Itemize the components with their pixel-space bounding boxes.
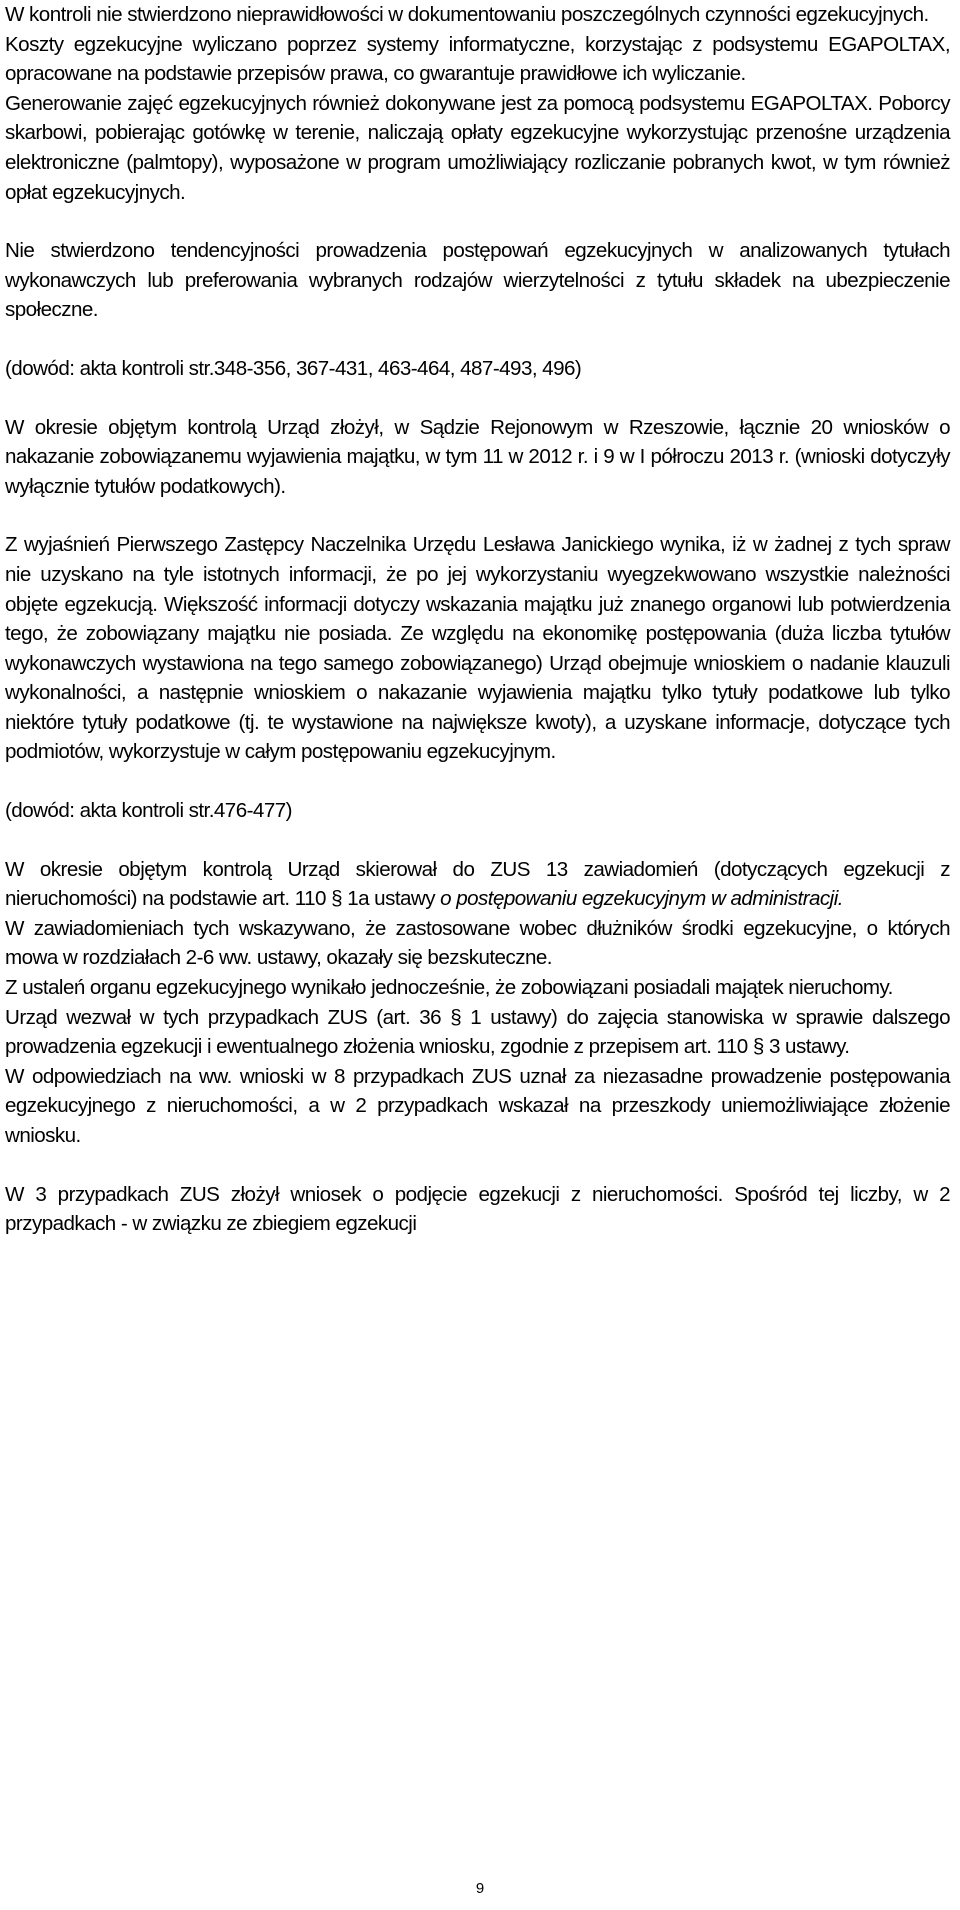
document-page bbox=[5, 0, 950, 1239]
paragraph-8: W zawiadomieniach tych wskazywano, że zastosowane wobec dłużników środki egzekucyjne, o których mowa w rozdziałach 2-6 ww. ustawy, okazały się bezskuteczne. bbox=[5, 916, 950, 970]
section-symbol: § bbox=[752, 1035, 764, 1059]
paragraph-6: Z wyjaśnień Pierwszego Zastępcy Naczelnika Urzędu Lesława Janickiego wynika, iż w żadnej z tych spraw nie uzyskano na tyle istotnych informacji, że po jej wykorzystaniu wyegzekwowano wszystkie należności objęte egzekucją. Większość informacji dotyczy wskazania majątku już znanego organowi lub potwierdzenia tego, że zobowiązany majątku nie posiada. Ze względu na ekonomikę postępowania (duża liczba tytułów wykonawczych wystawiona na tego samego zobowiązanego) Urząd obejmuje wnioskiem o nadanie klauzuli wykonalności, a następnie wnioskiem o nakazanie wyjawienia majątku tylko tytuły podatkowe lub tylko niektóre tytuły podatkowe (tj. te wystawione na największe kwoty), a uzyskane informacje, dotyczące tych podmiotów, wykorzystuje w całym postępowaniu egzekucyjnym. bbox=[5, 533, 950, 764]
paragraph-7-text-b: 1a ustawy bbox=[342, 887, 441, 911]
paragraph-11: W odpowiedziach na ww. wnioski w 8 przypadkach ZUS uznał za niezasadne prowadzenie postępowania egzekucyjnego z nieruchomości, a w 2 przypadkach wskazał na przeszkody uniemożliwiające złożenie wniosku. bbox=[5, 1064, 950, 1147]
paragraph-10-text-c: 3 ustawy. bbox=[763, 1035, 850, 1059]
page-number: 9 bbox=[475, 1880, 485, 1897]
paragraph-7-text-a: W okresie objętym kontrolą Urząd skierował do ZUS 13 zawiadomień (dotyczących egzekucji z nieruchomości) na podstawie art. 110 bbox=[5, 857, 950, 911]
paragraph-3: Generowanie zajęć egzekucyjnych również dokonywane jest za pomocą podsystemu EGAPOLTAX. Poborcy skarbowi, pobierając gotówkę w terenie, naliczają opłaty egzekucyjne wykorzystując przenośne urządzenia elektroniczne (palmtopy), wyposażone w program umożliwiający rozliczanie pobranych kwot, w tym również opłat egzekucyjnych. bbox=[5, 91, 950, 204]
evidence-reference-1: (dowód: akta kontroli str.348-356, 367-431, 463-464, 487-493, 496) bbox=[5, 356, 582, 380]
section-symbol: § bbox=[450, 1005, 462, 1029]
section-symbol: § bbox=[331, 887, 343, 911]
paragraph-7 bbox=[5, 855, 950, 914]
paragraph-10-text-b: 1 ustawy) do zajęcia stanowiska w sprawie dalszego prowadzenia egzekucji i ewentualnego złożenia wniosku, zgodnie z przepisem art. 110 bbox=[5, 1005, 950, 1059]
paragraph-10 bbox=[5, 1003, 950, 1062]
paragraph-12: W 3 przypadkach ZUS złożył wniosek o podjęcie egzekucji z nieruchomości. Spośród tej liczby, w 2 przypadkach - w związku ze zbiegiem egzekucji bbox=[5, 1182, 950, 1236]
paragraph-9: Z ustaleń organu egzekucyjnego wynikało jednocześnie, że zobowiązani posiadali majątek nieruchomy. bbox=[5, 976, 893, 1000]
evidence-reference-2: (dowód: akta kontroli str.476-477) bbox=[5, 799, 292, 823]
paragraph-5: W okresie objętym kontrolą Urząd złożył, w Sądzie Rejonowym w Rzeszowie, łącznie 20 wniosków o nakazanie zobowiązanemu wyjawienia majątku, w tym 11 w 2012 r. i 9 w I półroczu 2013 r. (wnioski dotyczyły wyłącznie tytułów podatkowych). bbox=[5, 415, 950, 498]
paragraph-1: W kontroli nie stwierdzono nieprawidłowości w dokumentowaniu poszczególnych czynności egzekucyjnych. bbox=[5, 3, 929, 26]
paragraph-2: Koszty egzekucyjne wyliczano poprzez systemy informatyczne, korzystając z podsystemu EGAPOLTAX, opracowane na podstawie przepisów prawa, co gwarantuje prawidłowe ich wyliczanie. bbox=[5, 32, 950, 86]
paragraph-10-text-a: Urząd wezwał w tych przypadkach ZUS (art. 36 bbox=[5, 1005, 451, 1029]
act-title-italic: o postępowaniu egzekucyjnym w administracji. bbox=[440, 887, 843, 911]
paragraph-4: Nie stwierdzono tendencyjności prowadzenia postępowań egzekucyjnych w analizowanych tytułach wykonawczych lub preferowania wybranych rodzajów wierzytelności z tytułu składek na ubezpieczenie społeczne. bbox=[5, 239, 950, 322]
